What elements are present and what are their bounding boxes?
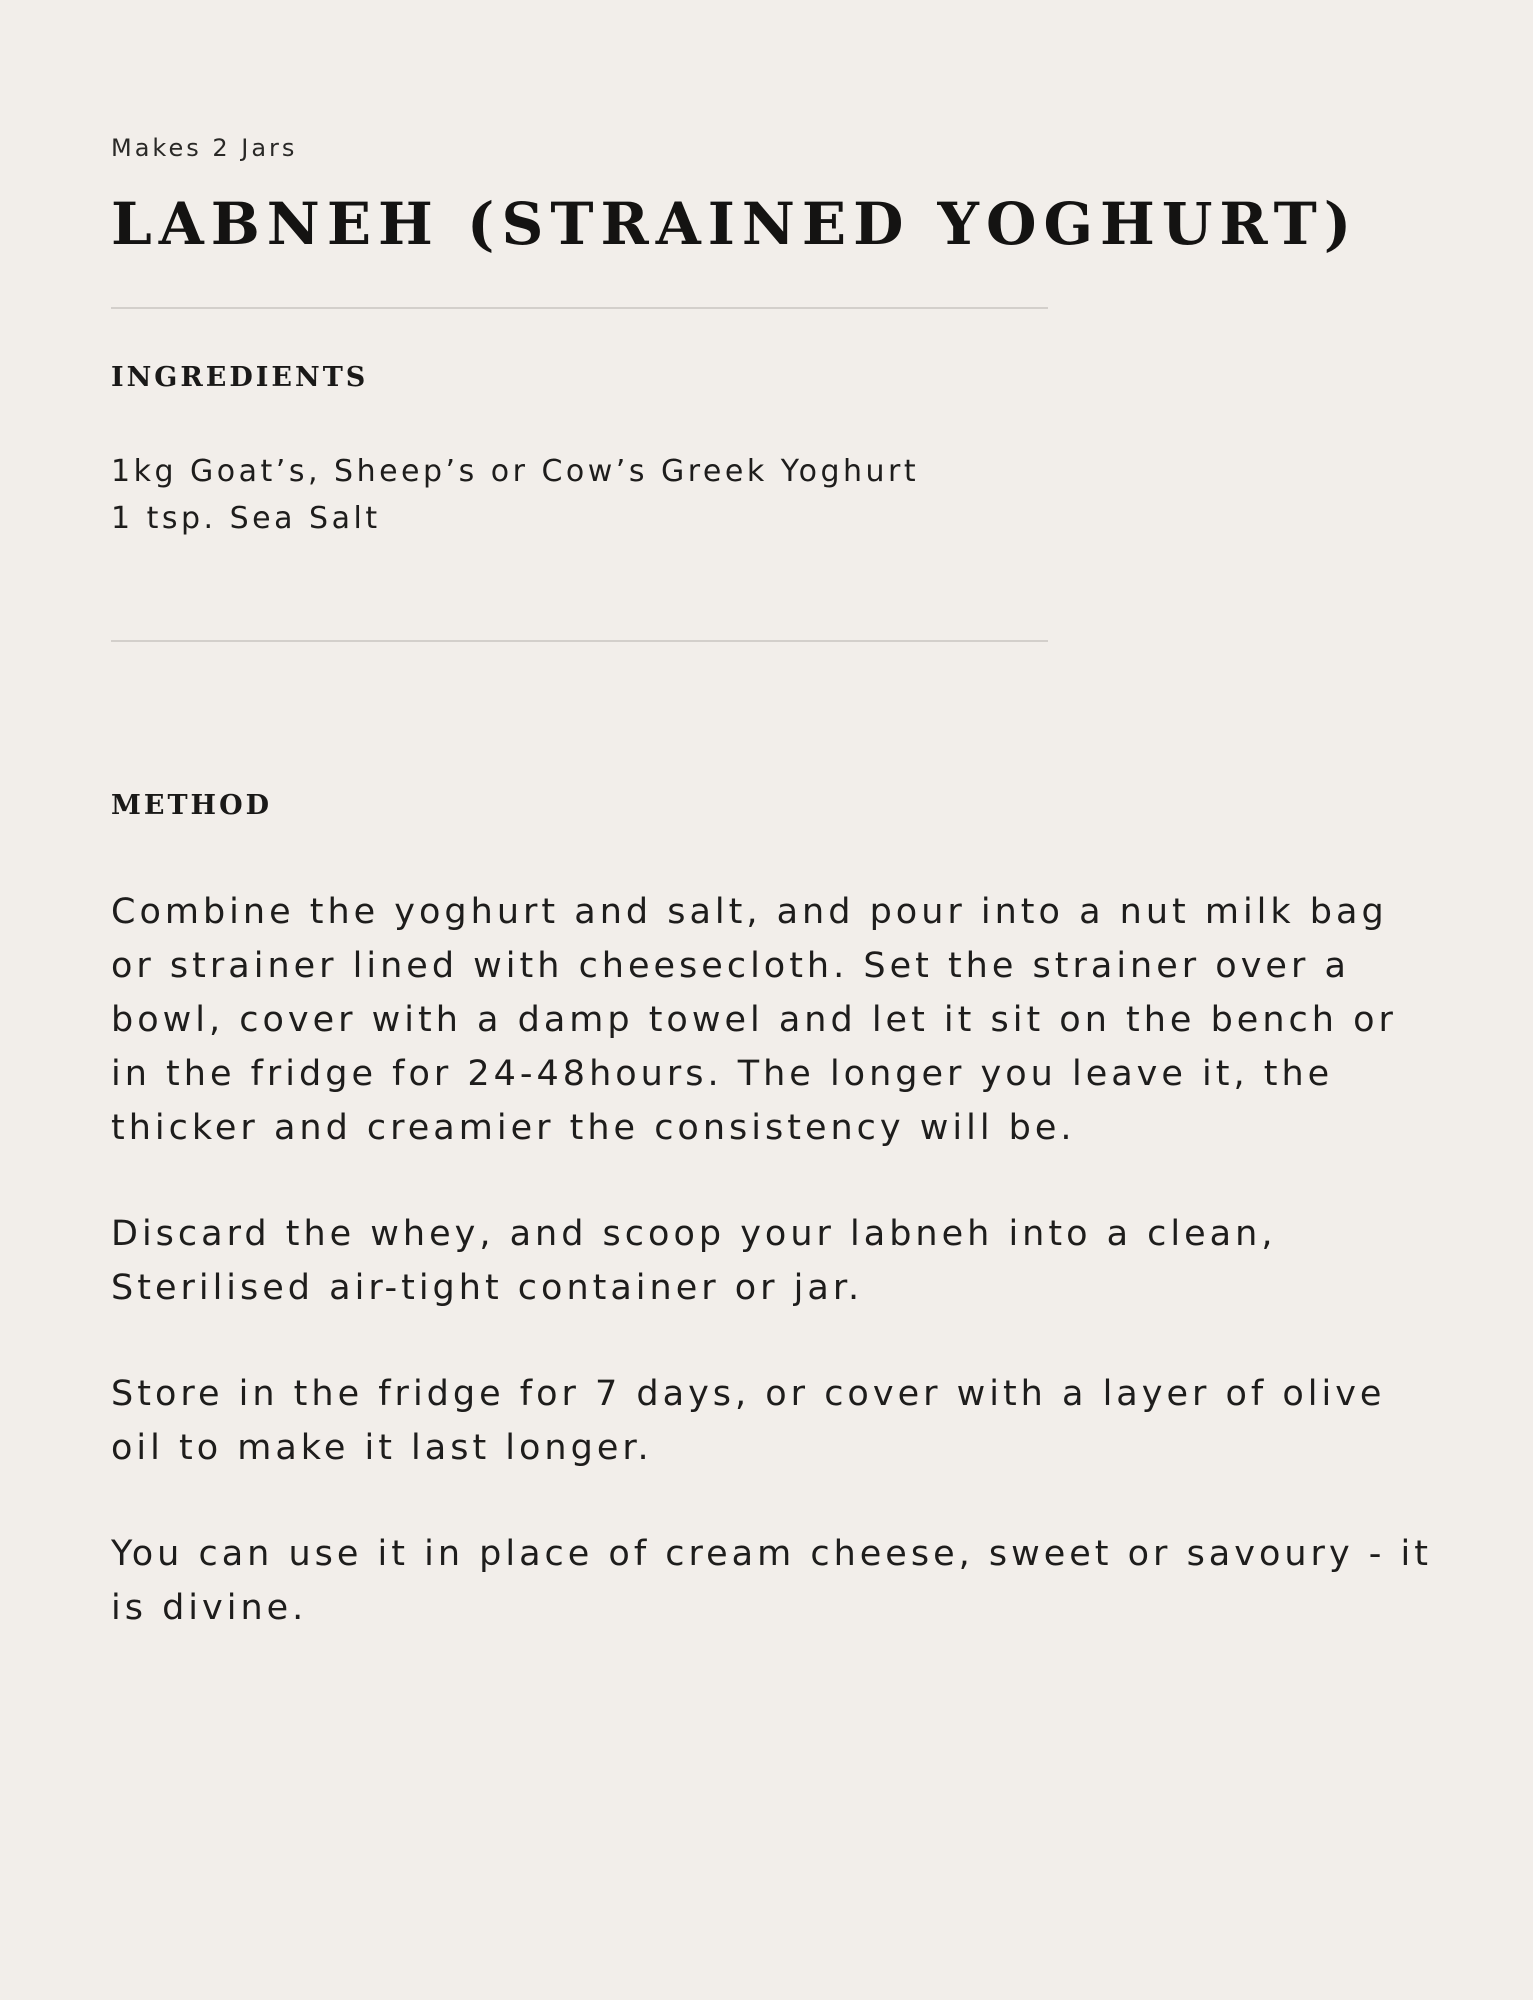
method-step: You can use it in place of cream cheese, sweet or savoury - it is divine. bbox=[111, 1534, 1432, 1628]
method-step: Combine the yoghurt and salt, and pour into a nut milk bag or strainer lined with cheesecloth. Set the strainer over a bowl, cover with a damp towel and let it sit on the bench or in the fridge for 24-48hours. The longer you leave it, the thicker and creamier the consistency will be. bbox=[111, 892, 1397, 1148]
recipe-yield: Makes 2 Jars bbox=[111, 134, 298, 162]
method-step: Store in the fridge for 7 days, or cover with a layer of olive oil to make it last longer. bbox=[111, 1374, 1386, 1468]
method-steps bbox=[111, 885, 1441, 1687]
divider bbox=[111, 640, 1048, 642]
ingredient-item: 1 tsp. Sea Salt bbox=[111, 501, 381, 536]
ingredient-item: 1kg Goat’s, Sheep’s or Cow’s Greek Yoghurt bbox=[111, 454, 920, 489]
method-step: Discard the whey, and scoop your labneh into a clean, Sterilised air-tight container or jar. bbox=[111, 1214, 1277, 1308]
ingredient-list bbox=[111, 448, 919, 542]
recipe-title: LABNEH (STRAINED YOGHURT) bbox=[111, 190, 1359, 258]
method-heading: METHOD bbox=[111, 790, 273, 821]
ingredients-heading: INGREDIENTS bbox=[111, 362, 369, 393]
divider bbox=[111, 307, 1048, 309]
